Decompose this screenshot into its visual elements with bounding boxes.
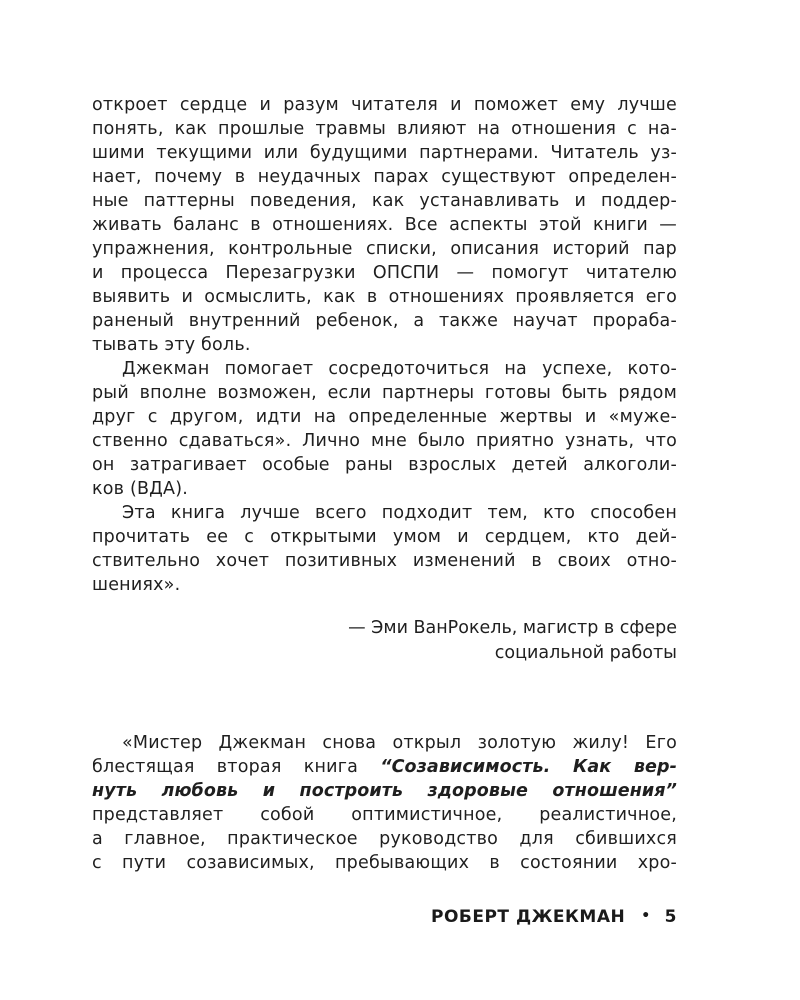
text-line: ные паттерны поведения, как устанавливать и поддер- xyxy=(92,191,677,211)
text-line: раненый внутренний ребенок, а также научат прораба- xyxy=(92,311,677,331)
review-text-block-2 xyxy=(92,731,677,875)
text-line: прочитать ее с открытыми умом и сердцем, кто дей- xyxy=(92,527,677,547)
text-line: с пути созависимых, пребывающих в состоянии хро- xyxy=(92,853,677,873)
text-line: Джекман помогает сосредоточиться на успехе, кото- xyxy=(122,359,677,379)
book-title: нуть любовь и построить здоровые отношения” xyxy=(92,781,677,801)
text-line: друг с другом, идти на определенные жертвы и «муже- xyxy=(92,407,677,427)
review-attribution xyxy=(92,616,677,666)
page-number: 5 xyxy=(664,907,677,927)
attribution-title: социальной работы xyxy=(494,643,677,663)
text-line: шими текущими или будущими партнерами. Читатель уз- xyxy=(92,143,677,163)
text-line: ков (ВДА). xyxy=(92,479,189,499)
text-line: а главное, практическое руководство для сбившихся xyxy=(92,829,677,849)
text-line: упражнения, контрольные списки, описания историй пар xyxy=(92,239,677,259)
text-line: тывать эту боль. xyxy=(92,335,251,355)
text-line: и процесса Перезагрузки ОПСПИ — помогут читателю xyxy=(92,263,677,283)
page-footer xyxy=(431,907,677,927)
text-fragment: блестящая вторая книга xyxy=(92,757,381,777)
text-line: ствительно хочет позитивных изменений в своих отно- xyxy=(92,551,677,571)
text-line: откроет сердце и разум читателя и поможет ему лучше xyxy=(92,95,677,115)
text-line: Эта книга лучше всего подходит тем, кто способен xyxy=(122,503,677,523)
text-line: он затрагивает особые раны взрослых детей алкоголи- xyxy=(92,455,677,475)
text-line: ственно сдаваться». Лично мне было приятно узнать, что xyxy=(92,431,677,451)
bullet-separator: • xyxy=(641,908,651,924)
text-line: нает, почему в неудачных парах существуют определен- xyxy=(92,167,677,187)
text-line xyxy=(92,755,677,779)
text-line: «Мистер Джекман снова открыл золотую жилу! Его xyxy=(122,733,677,753)
text-line: выявить и осмыслить, как в отношениях проявляется его xyxy=(92,287,677,307)
review-text-block-1 xyxy=(92,93,677,597)
text-line: живать баланс в отношениях. Все аспекты этой книги — xyxy=(92,215,677,235)
book-title: “Созависимость. Как вер- xyxy=(380,757,677,777)
text-line: шениях». xyxy=(92,575,181,595)
running-author: РОБЕРТ ДЖЕКМАН xyxy=(430,907,626,927)
text-line: понять, как прошлые травмы влияют на отношения с на- xyxy=(92,119,677,139)
attribution-name: — Эми ВанРокель, магистр в сфере xyxy=(348,618,677,638)
text-line: представляет собой оптимистичное, реалистичное, xyxy=(92,805,677,825)
text-line: рый вполне возможен, если партнеры готовы быть рядом xyxy=(92,383,677,403)
